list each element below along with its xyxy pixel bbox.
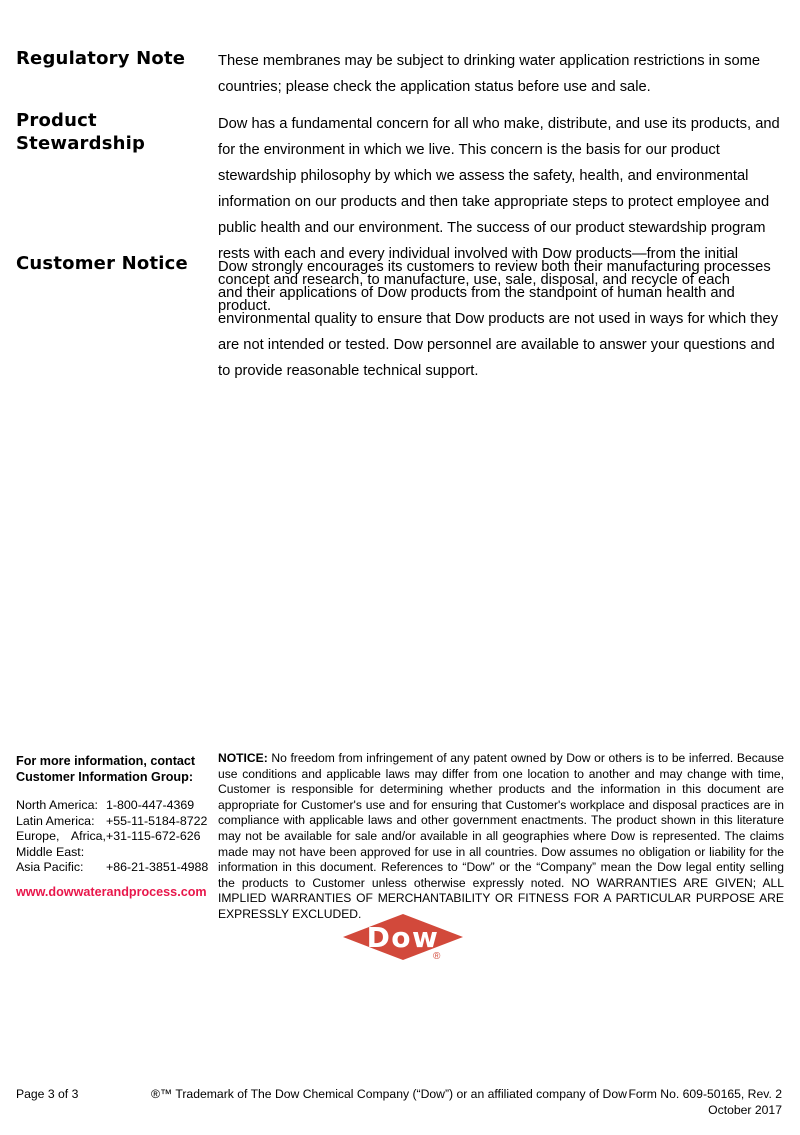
contact-phone-number: +86-21-3851-4988 [106,860,209,874]
footer-form-info [628,1087,782,1118]
registered-trademark-icon: ® [433,951,441,962]
notice-text: No freedom from infringement of any patent owned by Dow or others is to be inferred. Because use conditions and applicable laws may differ from one location to another and may change with time, Customer is responsible for determining whether products and the information in this document are appropriate for Customer's use and for ensuring that Customer's workplace and disposal practices are in compliance with applicable laws and other government enactments. The product shown in this literature may not be available for sale and/or available in all geographies where Dow is represented. The claims made may not have been approved for use in all countries. Dow assumes no obligation or liability for the information in this document. References to “Dow” or the “Company” mean the Dow legal entity selling the products to Customer unless otherwise expressly noted. NO WARRANTIES ARE GIVEN; ALL IMPLIED WARRANTIES OF MERCHANTABILITY OR FITNESS FOR A PARTICULAR PURPOSE ARE EXPRESSLY EXCLUDED. [218,751,784,921]
dow-logo-wordmark: Dow [366,921,440,954]
notice-label: NOTICE: [218,751,268,765]
contact-phone-number: 1-800-447-4369 [106,798,195,812]
footer-trademark-line: ®™ Trademark of The Dow Chemical Company (“Dow”) or an affiliated company of Dow [151,1087,627,1101]
contact-row-asia-pacific [16,860,209,876]
contact-region-label: Europe, Africa, Middle East: [16,829,106,859]
contact-phone-number: +31-115-672-626 [106,829,201,843]
contact-region-label: Asia Pacific: [16,860,84,874]
contact-row-europe-africa-middle-east [16,829,204,860]
dow-logo [341,912,465,962]
footer-form-number: Form No. 609-50165, Rev. 2 [628,1087,782,1101]
contact-rows [16,798,209,876]
contact-row-latin-america [16,813,208,830]
product-stewardship-heading: Product Stewardship [16,110,146,154]
footer-page-number: Page 3 of 3 [16,1087,79,1101]
product-stewardship-body: Dow has a fundamental concern for all who make, distribute, and use its products, and for the environment in which we live. This concern is the basis for our product stewardship philosophy by which we assess the safety, health, and environmental information on our products and then take appropriate steps to protect employee and public health and our environment. The success of our product stewardship program rests with each and every individual involved with Dow products—from the initial concept and research, to manufacture, use, sale, disposal, and recycle of each product. [218,116,780,314]
contact-heading: For more information, contact Customer Information Group: [16,754,196,784]
contact-region-label: North America: [16,798,98,812]
customer-notice-heading: Customer Notice [16,253,188,274]
website-link[interactable]: www.dowwaterandprocess.com [16,884,207,899]
regulatory-note-heading: Regulatory Note [16,48,186,69]
customer-notice-body: Dow strongly encourages its customers to review both their manufacturing processes and their applications of Dow products from the standpoint of human health and environmental quality to ensure that Dow products are not used in ways for which they are not intended or tested. Dow personnel are available to answer your questions and to provide reasonable technical support. [218,259,779,379]
regulatory-note-body: These membranes may be subject to drinking water application restrictions in some countries; please check the application status before use and sale. [218,53,761,95]
footer-date: October 2017 [708,1102,782,1117]
contact-block [16,754,209,901]
contact-region-label: Latin America: [16,813,95,828]
legal-notice [218,751,784,923]
contact-row-north-america [16,798,204,814]
contact-phone-number: +55-11-5184-8722 [106,813,208,828]
